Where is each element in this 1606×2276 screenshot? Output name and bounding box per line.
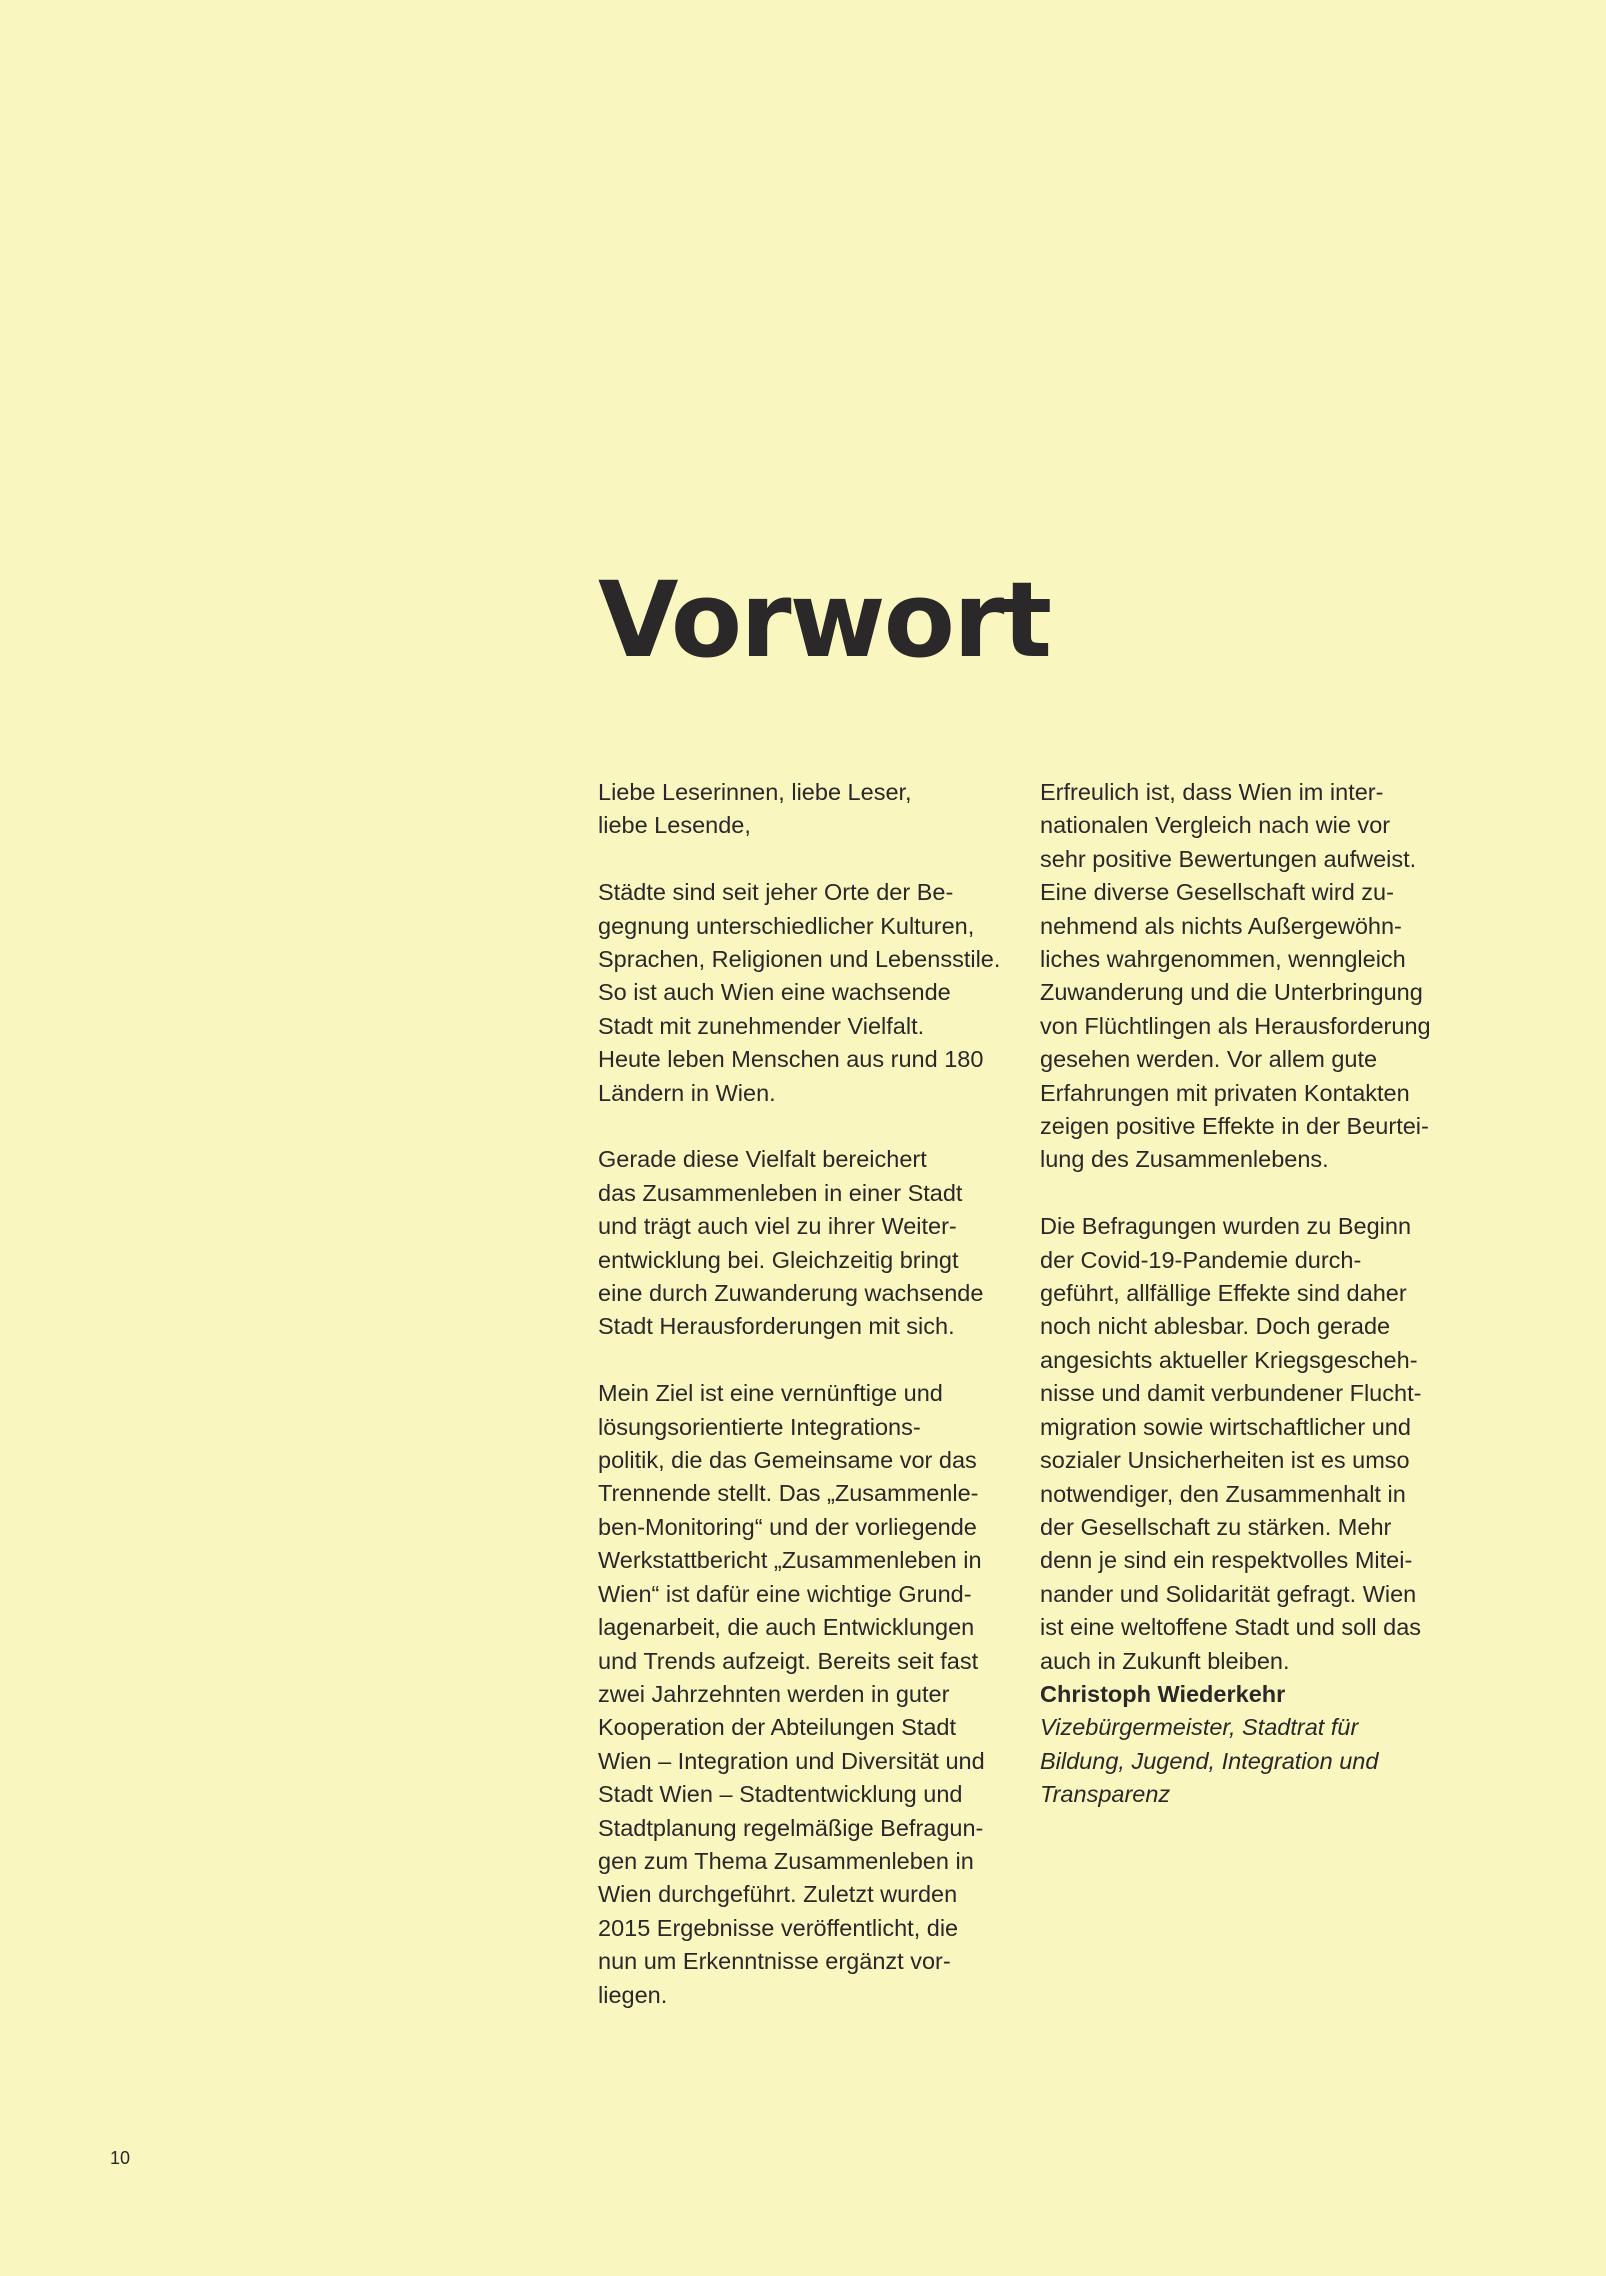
text-line: Wien“ ist dafür eine wichtige Grund- bbox=[598, 1580, 972, 1607]
text-line: lagenarbeit, die auch Entwicklungen bbox=[598, 1614, 975, 1641]
right-column bbox=[1040, 776, 1470, 1812]
text-line: Ländern in Wien. bbox=[598, 1079, 776, 1106]
text-line: So ist auch Wien eine wachsende bbox=[598, 979, 951, 1006]
text-line: politik, die das Gemeinsame vor das bbox=[598, 1447, 977, 1474]
text-line: von Flüchtlingen als Herausforderung bbox=[1040, 1012, 1431, 1039]
text-line: Gerade diese Vielfalt bereichert bbox=[598, 1146, 927, 1173]
text-line: auch in Zukunft bleiben. bbox=[1040, 1647, 1290, 1674]
left-column bbox=[598, 776, 1018, 2012]
text-line: angesichts aktueller Kriegsgescheh- bbox=[1040, 1346, 1418, 1373]
text-line: Kooperation der Abteilungen Stadt bbox=[598, 1714, 956, 1741]
text-line: Liebe Leserinnen, liebe Leser, bbox=[598, 779, 912, 805]
paragraph bbox=[1040, 776, 1470, 1177]
text-line: nationalen Vergleich nach wie vor bbox=[1040, 812, 1391, 839]
text-line: ist eine weltoffene Stadt und soll das bbox=[1040, 1614, 1422, 1641]
text-line: zwei Jahrzehnten werden in guter bbox=[598, 1680, 950, 1707]
text-line: Stadt Herausforderungen mit sich. bbox=[598, 1313, 955, 1340]
text-line: nehmend als nichts Außergewöhn- bbox=[1040, 912, 1402, 939]
text-line: Stadt Wien – Stadtentwicklung und bbox=[598, 1781, 963, 1808]
signature bbox=[1040, 1678, 1470, 1812]
page-number: 10 bbox=[110, 2148, 131, 2168]
text-line: Werkstattbericht „Zusammenleben in bbox=[598, 1547, 982, 1574]
text-line: liegen. bbox=[598, 1981, 668, 2008]
text-line: gen zum Thema Zusammenleben in bbox=[598, 1847, 974, 1874]
text-line: Erfahrungen mit privaten Kontakten bbox=[1040, 1079, 1410, 1106]
signature-role-line: Bildung, Jugend, Integration und bbox=[1040, 1747, 1379, 1774]
text-line: nander und Solidarität gefragt. Wien bbox=[1040, 1580, 1417, 1607]
paragraph bbox=[598, 1377, 1018, 2012]
text-line: eine durch Zuwanderung wachsende bbox=[598, 1280, 984, 1307]
signature-role-line: Transparenz bbox=[1040, 1781, 1171, 1808]
page-title: Vorwort bbox=[598, 559, 1051, 681]
text-line: Mein Ziel ist eine vernünftige und bbox=[598, 1380, 943, 1407]
text-line: denn je sind ein respektvolles Mitei- bbox=[1040, 1547, 1413, 1574]
text-line: noch nicht ablesbar. Doch gerade bbox=[1040, 1313, 1391, 1340]
text-line: der Gesellschaft zu stärken. Mehr bbox=[1040, 1513, 1392, 1540]
text-line: Eine diverse Gesellschaft wird zu- bbox=[1040, 879, 1394, 906]
text-line: Trennende stellt. Das „Zusammenle- bbox=[598, 1480, 979, 1507]
text-line: das Zusammenleben in einer Stadt bbox=[598, 1179, 963, 1206]
text-line: Städte sind seit jeher Orte der Be- bbox=[598, 879, 954, 906]
text-line: nisse und damit verbundener Flucht- bbox=[1040, 1380, 1422, 1407]
paragraph bbox=[598, 776, 1018, 843]
text-line: migration sowie wirtschaftlicher und bbox=[1040, 1413, 1411, 1440]
text-line: geführt, allfällige Effekte sind daher bbox=[1040, 1280, 1407, 1307]
paragraph bbox=[1040, 1210, 1470, 1678]
text-line: Stadtplanung regelmäßige Befragun- bbox=[598, 1814, 984, 1841]
text-line: zeigen positive Effekte in der Beurtei- bbox=[1040, 1113, 1429, 1140]
text-line: entwicklung bei. Gleichzeitig bringt bbox=[598, 1246, 959, 1273]
text-line: nun um Erkenntnisse ergänzt vor- bbox=[598, 1948, 951, 1975]
text-line: Heute leben Menschen aus rund 180 bbox=[598, 1046, 984, 1073]
text-line: sozialer Unsicherheiten ist es umso bbox=[1040, 1447, 1410, 1474]
text-line: liches wahrgenommen, wenngleich bbox=[1040, 946, 1406, 973]
signature-role-line: Vizebürgermeister, Stadtrat für bbox=[1040, 1714, 1359, 1741]
text-line: Die Befragungen wurden zu Beginn bbox=[1040, 1213, 1412, 1240]
signature-name: Christoph Wiederkehr bbox=[1040, 1680, 1286, 1707]
text-line: und Trends aufzeigt. Bereits seit fast bbox=[598, 1647, 979, 1674]
text-line: und trägt auch viel zu ihrer Weiter- bbox=[598, 1213, 957, 1240]
text-line: ben-Monitoring“ und der vorliegende bbox=[598, 1513, 977, 1540]
paragraph bbox=[598, 1143, 1018, 1343]
paragraph bbox=[598, 876, 1018, 1110]
text-line: notwendiger, den Zusammenhalt in bbox=[1040, 1480, 1406, 1507]
text-line: Stadt mit zunehmender Vielfalt. bbox=[598, 1012, 925, 1039]
signature-role bbox=[1040, 1711, 1470, 1811]
text-line: der Covid-19-Pandemie durch- bbox=[1040, 1246, 1362, 1273]
text-line: Sprachen, Religionen und Lebensstile. bbox=[598, 946, 1001, 973]
text-line: 2015 Ergebnisse veröffentlicht, die bbox=[598, 1914, 959, 1941]
text-line: Zuwanderung und die Unterbringung bbox=[1040, 979, 1423, 1006]
text-line: liebe Lesende, bbox=[598, 812, 751, 839]
text-line: sehr positive Bewertungen aufweist. bbox=[1040, 845, 1417, 872]
text-line: gegnung unterschiedlicher Kulturen, bbox=[598, 912, 975, 939]
text-line: gesehen werden. Vor allem gute bbox=[1040, 1046, 1378, 1073]
text-line: Wien – Integration und Diversität und bbox=[598, 1747, 985, 1774]
text-line: lösungsorientierte Integrations- bbox=[598, 1413, 921, 1440]
text-line: Erfreulich ist, dass Wien im inter- bbox=[1040, 779, 1384, 805]
text-line: lung des Zusammenlebens. bbox=[1040, 1146, 1329, 1173]
text-line: Wien durchgeführt. Zuletzt wurden bbox=[598, 1881, 958, 1908]
